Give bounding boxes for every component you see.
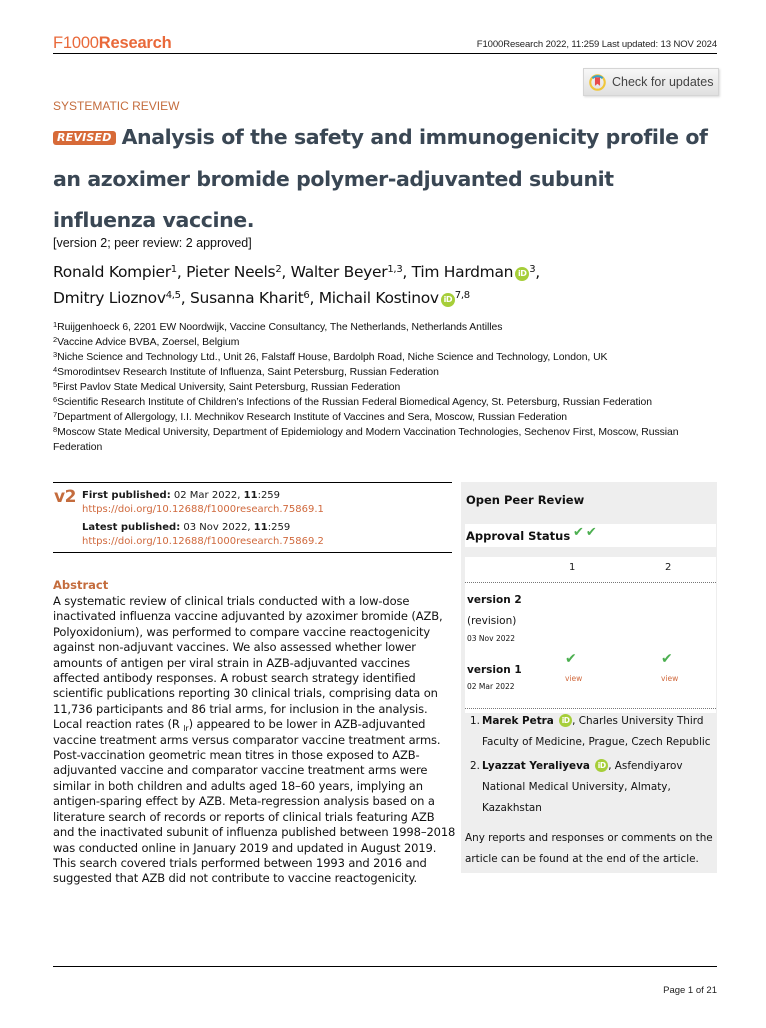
reviewer-name[interactable]: Lyazzat Yeraliyeva xyxy=(482,760,590,772)
reviewer-list xyxy=(470,711,715,822)
affiliation-item: $^4$Smorodintsev Research Institute of Influenza, Saint Petersburg, Russian Federation xyxy=(53,365,439,378)
affiliation-marker: 7,8 xyxy=(454,290,470,301)
crossmark-icon xyxy=(589,74,606,91)
open-peer-review-panel xyxy=(461,482,717,873)
approved-check-icon: ✔ xyxy=(661,651,673,667)
article-title xyxy=(53,117,723,242)
version-2-date: 03 Nov 2022 xyxy=(467,634,516,643)
abstract-text: A systematic review of clinical trials conducted with a low-dose inactivated influenza vaccine adjuvanted by azoximer bromide (AZB, Polyoxidonium), was performed to compare vaccine reactogenicity against non-adjuvant vaccines. We also assessed whether lower amounts of antigen per viral strain in AZB-adjuvanted vaccines affected antibody responses. A robust search strategy identified scientific publications reporting 30 clinical trials, comprising data on 11,736 participants and 86 trial arms, for inclusion in the analysis. Local reaction rates (R $_{lr}$) appeared to be lower in AZB-adjuvanted vaccine treatment arms versus comparator vaccine treatment arms. Post-vaccination geometric mean titres in those exposed to AZB-adjuvanted vaccine and comparator vaccine treatment arms were similar in both children and adults aged 18–60 years, implying an antigen-sparing effect by AZB. Meta-regression analysis based on a literature search of records or reports of clinical trials featuring AZB and the inactivated subunit of influenza published between 1998–2018 was conducted online in January 2019 and updated in August 2019. This search covered trials performed between 1993 and 2016 and suggested that AZB did not contribute to vaccine reactogenicity. xyxy=(53,594,456,886)
page-header xyxy=(53,36,717,54)
reviewer-item: 2. Lyazzat Yeraliyeva iD , Asfendiyarov National Medical University, Almaty, Kazakhstan xyxy=(470,760,683,814)
affiliation-marker: 2 xyxy=(275,264,282,275)
author[interactable]: Dmitry Lioznov xyxy=(53,289,166,307)
peer-review-status: [version 2; peer review: 2 approved] xyxy=(53,236,252,250)
f1000research-logo[interactable]: F1000Research xyxy=(53,34,172,52)
author[interactable]: Michail Kostinov xyxy=(318,289,439,307)
affiliation-marker: 1,3 xyxy=(387,264,403,275)
check-for-updates-label: Check for updates xyxy=(612,75,714,89)
affiliation-marker: 4,5 xyxy=(165,290,181,301)
view-report-1-link[interactable]: view xyxy=(565,674,583,683)
affiliation-list xyxy=(53,320,723,455)
author[interactable]: Walter Beyer xyxy=(290,263,388,281)
review-table xyxy=(465,557,716,713)
author[interactable]: Tim Hardman xyxy=(411,263,514,281)
orcid-icon[interactable]: iD xyxy=(559,714,572,727)
orcid-icon[interactable]: iD xyxy=(595,759,608,772)
open-peer-review-title: Open Peer Review xyxy=(466,493,585,507)
reviewer-column-2: 2 xyxy=(665,562,672,573)
latest-published: Latest published: 03 Nov 2022, 11:259 xyxy=(82,522,291,533)
check-for-updates-button[interactable] xyxy=(583,68,719,96)
title-text: Analysis of the safety and immunogenicity profile of an azoximer bromide polymer-adjuvanted subunit influenza vaccine. xyxy=(53,125,708,232)
reviewer-name[interactable]: Marek Petra xyxy=(482,715,554,727)
abstract-heading: Abstract xyxy=(53,578,109,592)
affiliation-item: $^8$Moscow State Medical University, Department of Epidemiology and Modern Vaccination Technologies, Sechenov First, Moscow, Russian Federation xyxy=(53,425,679,453)
approval-status: Approval Status ✔✔ xyxy=(465,524,716,547)
view-report-2-link[interactable]: view xyxy=(661,674,679,683)
divider xyxy=(465,708,716,709)
author-list: Ronald Kompier$^1$, Pieter Neels$^2$, Walter Beyer$^{1,3}$, Tim Hardman iD $^3$, Dmitry Lioznov$^{4,5}$, Susanna Kharit$^6$, Michail Kostinov iD $^{7,8}$ xyxy=(53,263,540,307)
version-1-label: version 1 xyxy=(467,664,522,676)
author[interactable]: Ronald Kompier xyxy=(53,263,171,281)
divider xyxy=(465,582,716,583)
version-label: v2 xyxy=(54,487,76,507)
approved-check-icon: ✔ xyxy=(565,651,577,667)
version-2-label: version 2 xyxy=(467,594,522,606)
affiliation-item: $^2$Vaccine Advice BVBA, Zoersel, Belgium xyxy=(53,335,240,348)
affiliation-item: $^5$First Pavlov State Medical University, Saint Petersburg, Russian Federation xyxy=(53,380,401,393)
peer-review-note: Any reports and responses or comments on the article can be found at the end of the article. xyxy=(465,832,713,865)
article-type: SYSTEMATIC REVIEW xyxy=(53,99,180,113)
approved-check-icons: ✔✔ xyxy=(573,525,599,540)
affiliation-item: $^3$Niche Science and Technology Ltd., Unit 26, Falstaff House, Bardolph Road, Niche Science and Technology, London, UK xyxy=(53,350,608,363)
footer-divider xyxy=(53,966,717,967)
latest-doi-link[interactable]: https://doi.org/10.12688/f1000research.75869.2 xyxy=(82,535,324,547)
affiliation-marker: 1 xyxy=(170,264,177,275)
affiliation-marker: 6 xyxy=(303,290,310,301)
version-1-date: 02 Mar 2022 xyxy=(467,682,515,691)
page-number: Page 1 of 21 xyxy=(663,985,717,996)
affiliation-item: $^6$Scientific Research Institute of Children’s Infections of the Russian Federal Biomedical Agency, St. Petersburg, Russian Federation xyxy=(53,395,652,408)
first-doi-link[interactable]: https://doi.org/10.12688/f1000research.75869.1 xyxy=(82,503,324,515)
orcid-icon[interactable]: iD xyxy=(515,267,529,281)
affiliation-marker: 3 xyxy=(529,264,536,275)
affiliation-item: $^1$Ruijgenhoeck 6, 2201 EW Noordwijk, Vaccine Consultancy, The Netherlands, Netherlands Antilles xyxy=(53,320,503,333)
author[interactable]: Pieter Neels xyxy=(186,263,276,281)
author[interactable]: Susanna Kharit xyxy=(190,289,304,307)
revised-badge: REVISED xyxy=(53,131,116,145)
reviewer-item: 1. Marek Petra iD , Charles University Third Faculty of Medicine, Prague, Czech Republic xyxy=(470,715,711,748)
citation-meta: F1000Research 2022, 11:259 Last updated: 13 NOV 2024 xyxy=(476,39,717,50)
first-published: First published: 02 Mar 2022, 11:259 xyxy=(82,490,281,501)
version-2-note: (revision) xyxy=(467,615,517,627)
publication-info xyxy=(53,482,452,553)
affiliation-item: $^7$Department of Allergology, I.I. Mechnikov Research Institute of Vaccines and Sera, Moscow, Russian Federation xyxy=(53,410,568,423)
orcid-icon[interactable]: iD xyxy=(441,293,455,307)
reviewer-column-1: 1 xyxy=(569,562,576,573)
